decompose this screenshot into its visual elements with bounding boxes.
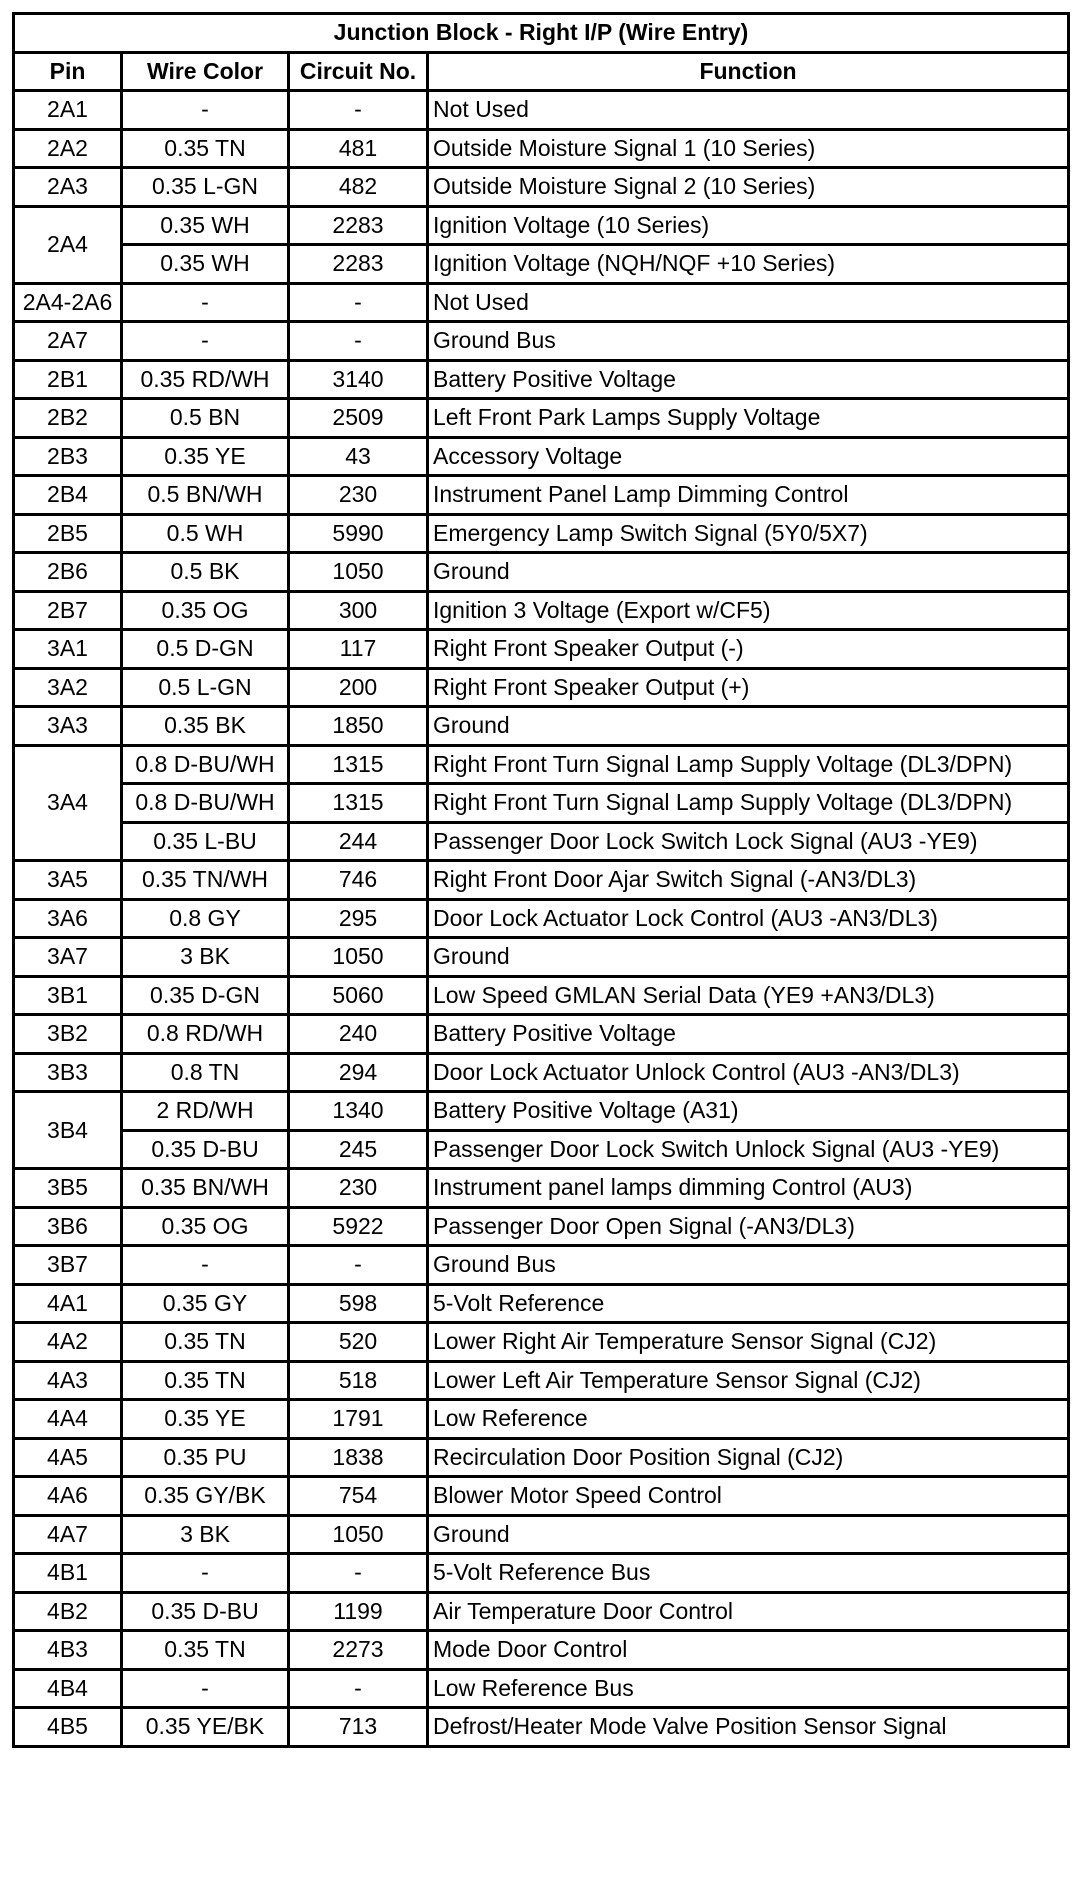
table-row <box>14 745 1069 784</box>
function-cell: Low Speed GMLAN Serial Data (YE9 +AN3/DL3) <box>428 976 1069 1015</box>
pin-cell: 4B4 <box>14 1669 122 1708</box>
table-row <box>14 1708 1069 1747</box>
table-row <box>14 1477 1069 1516</box>
pin-cell: 3B2 <box>14 1015 122 1054</box>
circuit-no-cell: 5922 <box>289 1207 428 1246</box>
pin-cell: 3A6 <box>14 899 122 938</box>
header-wire-color: Wire Color <box>122 52 289 91</box>
circuit-no-cell: 244 <box>289 822 428 861</box>
pin-cell: 3A3 <box>14 707 122 746</box>
wire-color-cell: 0.35 BN/WH <box>122 1169 289 1208</box>
wire-color-cell: 0.35 YE <box>122 437 289 476</box>
table-row <box>14 283 1069 322</box>
function-cell: Passenger Door Open Signal (-AN3/DL3) <box>428 1207 1069 1246</box>
table-row <box>14 1323 1069 1362</box>
pin-cell: 3A1 <box>14 630 122 669</box>
table-row <box>14 168 1069 207</box>
function-cell: 5-Volt Reference Bus <box>428 1554 1069 1593</box>
table-row <box>14 1631 1069 1670</box>
circuit-no-cell: 300 <box>289 591 428 630</box>
function-cell: Battery Positive Voltage <box>428 360 1069 399</box>
wire-color-cell: 2 RD/WH <box>122 1092 289 1131</box>
pin-cell: 2B4 <box>14 476 122 515</box>
wire-color-cell: 0.35 D-GN <box>122 976 289 1015</box>
circuit-no-cell: - <box>289 91 428 130</box>
function-cell: Ground <box>428 938 1069 977</box>
function-cell: Instrument Panel Lamp Dimming Control <box>428 476 1069 515</box>
wire-color-cell: 3 BK <box>122 938 289 977</box>
pin-cell: 4A1 <box>14 1284 122 1323</box>
table-row <box>14 245 1069 284</box>
wire-color-cell: 0.35 TN/WH <box>122 861 289 900</box>
pin-cell: 2A2 <box>14 129 122 168</box>
wire-color-cell: 0.5 BN <box>122 399 289 438</box>
table-row <box>14 822 1069 861</box>
wire-color-cell: - <box>122 1554 289 1593</box>
pinout-table <box>12 12 1070 1748</box>
wire-color-cell: 0.35 TN <box>122 1361 289 1400</box>
wire-color-cell: 0.35 WH <box>122 245 289 284</box>
circuit-no-cell: 520 <box>289 1323 428 1362</box>
function-cell: Blower Motor Speed Control <box>428 1477 1069 1516</box>
pin-cell: 3A7 <box>14 938 122 977</box>
circuit-no-cell: 482 <box>289 168 428 207</box>
pin-cell: 4A6 <box>14 1477 122 1516</box>
circuit-no-cell: 295 <box>289 899 428 938</box>
table-row <box>14 630 1069 669</box>
pin-cell: 2B2 <box>14 399 122 438</box>
function-cell: Ground <box>428 1515 1069 1554</box>
table-row <box>14 1361 1069 1400</box>
pinout-table-container <box>12 12 1070 1748</box>
pin-cell: 2B6 <box>14 553 122 592</box>
circuit-no-cell: 5990 <box>289 514 428 553</box>
circuit-no-cell: 200 <box>289 668 428 707</box>
function-cell: Passenger Door Lock Switch Lock Signal (AU3 -YE9) <box>428 822 1069 861</box>
table-row <box>14 399 1069 438</box>
table-row <box>14 707 1069 746</box>
circuit-no-cell: 2283 <box>289 245 428 284</box>
circuit-no-cell: 1850 <box>289 707 428 746</box>
circuit-no-cell: 43 <box>289 437 428 476</box>
function-cell: Low Reference Bus <box>428 1669 1069 1708</box>
pin-cell: 2A3 <box>14 168 122 207</box>
circuit-no-cell: 240 <box>289 1015 428 1054</box>
header-circuit-no: Circuit No. <box>289 52 428 91</box>
wire-color-cell: 0.8 GY <box>122 899 289 938</box>
pin-cell: 2B5 <box>14 514 122 553</box>
title-row <box>14 14 1069 53</box>
pin-cell: 4A3 <box>14 1361 122 1400</box>
function-cell: Air Temperature Door Control <box>428 1592 1069 1631</box>
circuit-no-cell: 117 <box>289 630 428 669</box>
circuit-no-cell: 230 <box>289 476 428 515</box>
function-cell: Battery Positive Voltage (A31) <box>428 1092 1069 1131</box>
function-cell: Right Front Turn Signal Lamp Supply Voltage (DL3/DPN) <box>428 784 1069 823</box>
header-row <box>14 52 1069 91</box>
wire-color-cell: 0.35 TN <box>122 129 289 168</box>
function-cell: Recirculation Door Position Signal (CJ2) <box>428 1438 1069 1477</box>
pin-cell: 4B2 <box>14 1592 122 1631</box>
pin-cell: 3A5 <box>14 861 122 900</box>
wire-color-cell: 0.35 PU <box>122 1438 289 1477</box>
circuit-no-cell: - <box>289 1554 428 1593</box>
table-row <box>14 476 1069 515</box>
circuit-no-cell: - <box>289 1669 428 1708</box>
circuit-no-cell: 481 <box>289 129 428 168</box>
table-row <box>14 1400 1069 1439</box>
wire-color-cell: 0.35 L-BU <box>122 822 289 861</box>
pin-cell: 3B3 <box>14 1053 122 1092</box>
function-cell: Ground <box>428 707 1069 746</box>
function-cell: Ignition Voltage (10 Series) <box>428 206 1069 245</box>
pin-cell: 3B4 <box>14 1092 122 1169</box>
wire-color-cell: 0.5 BK <box>122 553 289 592</box>
table-row <box>14 1669 1069 1708</box>
circuit-no-cell: 2273 <box>289 1631 428 1670</box>
table-row <box>14 1554 1069 1593</box>
circuit-no-cell: 754 <box>289 1477 428 1516</box>
pin-cell: 2B3 <box>14 437 122 476</box>
pin-cell: 4B3 <box>14 1631 122 1670</box>
circuit-no-cell: 294 <box>289 1053 428 1092</box>
wire-color-cell: 0.35 TN <box>122 1323 289 1362</box>
wire-color-cell: 0.8 RD/WH <box>122 1015 289 1054</box>
function-cell: Ground <box>428 553 1069 592</box>
table-row <box>14 1130 1069 1169</box>
table-row <box>14 938 1069 977</box>
wire-color-cell: 3 BK <box>122 1515 289 1554</box>
function-cell: Instrument panel lamps dimming Control (AU3) <box>428 1169 1069 1208</box>
function-cell: Right Front Speaker Output (+) <box>428 668 1069 707</box>
pin-cell: 4A5 <box>14 1438 122 1477</box>
pin-cell: 2A7 <box>14 322 122 361</box>
function-cell: Right Front Speaker Output (-) <box>428 630 1069 669</box>
wire-color-cell: - <box>122 91 289 130</box>
function-cell: Not Used <box>428 91 1069 130</box>
wire-color-cell: 0.8 D-BU/WH <box>122 784 289 823</box>
wire-color-cell: 0.35 D-BU <box>122 1130 289 1169</box>
function-cell: Outside Moisture Signal 1 (10 Series) <box>428 129 1069 168</box>
function-cell: Passenger Door Lock Switch Unlock Signal (AU3 -YE9) <box>428 1130 1069 1169</box>
circuit-no-cell: - <box>289 283 428 322</box>
pin-cell: 2B1 <box>14 360 122 399</box>
table-row <box>14 514 1069 553</box>
table-row <box>14 91 1069 130</box>
pin-cell: 4B1 <box>14 1554 122 1593</box>
wire-color-cell: 0.35 D-BU <box>122 1592 289 1631</box>
pin-cell: 3A4 <box>14 745 122 861</box>
function-cell: Defrost/Heater Mode Valve Position Sensor Signal <box>428 1708 1069 1747</box>
wire-color-cell: 0.35 WH <box>122 206 289 245</box>
pin-cell: 3A2 <box>14 668 122 707</box>
function-cell: Ground Bus <box>428 322 1069 361</box>
wire-color-cell: 0.35 TN <box>122 1631 289 1670</box>
table-row <box>14 976 1069 1015</box>
function-cell: Ignition Voltage (NQH/NQF +10 Series) <box>428 245 1069 284</box>
pin-cell: 3B6 <box>14 1207 122 1246</box>
circuit-no-cell: 1199 <box>289 1592 428 1631</box>
wire-color-cell: 0.35 OG <box>122 591 289 630</box>
wire-color-cell: 0.35 YE/BK <box>122 1708 289 1747</box>
wire-color-cell: - <box>122 322 289 361</box>
table-row <box>14 437 1069 476</box>
table-title: Junction Block - Right I/P (Wire Entry) <box>14 14 1069 53</box>
table-row <box>14 1169 1069 1208</box>
wire-color-cell: 0.35 L-GN <box>122 168 289 207</box>
wire-color-cell: - <box>122 283 289 322</box>
table-row <box>14 129 1069 168</box>
pin-cell: 2B7 <box>14 591 122 630</box>
table-row <box>14 360 1069 399</box>
pin-cell: 2A4-2A6 <box>14 283 122 322</box>
pin-cell: 3B7 <box>14 1246 122 1285</box>
circuit-no-cell: - <box>289 1246 428 1285</box>
circuit-no-cell: 1050 <box>289 553 428 592</box>
pin-cell: 2A4 <box>14 206 122 283</box>
wire-color-cell: 0.5 D-GN <box>122 630 289 669</box>
function-cell: Outside Moisture Signal 2 (10 Series) <box>428 168 1069 207</box>
circuit-no-cell: 245 <box>289 1130 428 1169</box>
circuit-no-cell: 518 <box>289 1361 428 1400</box>
function-cell: 5-Volt Reference <box>428 1284 1069 1323</box>
pin-cell: 4A2 <box>14 1323 122 1362</box>
table-row <box>14 1015 1069 1054</box>
function-cell: Door Lock Actuator Lock Control (AU3 -AN3/DL3) <box>428 899 1069 938</box>
wire-color-cell: 0.8 TN <box>122 1053 289 1092</box>
pin-cell: 3B1 <box>14 976 122 1015</box>
table-row <box>14 784 1069 823</box>
function-cell: Right Front Turn Signal Lamp Supply Voltage (DL3/DPN) <box>428 745 1069 784</box>
circuit-no-cell: 1050 <box>289 938 428 977</box>
function-cell: Right Front Door Ajar Switch Signal (-AN3/DL3) <box>428 861 1069 900</box>
pin-cell: 3B5 <box>14 1169 122 1208</box>
circuit-no-cell: 1315 <box>289 784 428 823</box>
pin-cell: 4B5 <box>14 1708 122 1747</box>
function-cell: Lower Left Air Temperature Sensor Signal (CJ2) <box>428 1361 1069 1400</box>
table-row <box>14 861 1069 900</box>
table-row <box>14 1246 1069 1285</box>
table-row <box>14 206 1069 245</box>
header-pin: Pin <box>14 52 122 91</box>
wire-color-cell: 0.35 OG <box>122 1207 289 1246</box>
circuit-no-cell: 1315 <box>289 745 428 784</box>
table-row <box>14 553 1069 592</box>
pin-cell: 2A1 <box>14 91 122 130</box>
pin-cell: 4A4 <box>14 1400 122 1439</box>
table-row <box>14 1284 1069 1323</box>
circuit-no-cell: 5060 <box>289 976 428 1015</box>
table-row <box>14 1207 1069 1246</box>
wire-color-cell: 0.5 L-GN <box>122 668 289 707</box>
header-function: Function <box>428 52 1069 91</box>
table-row <box>14 1592 1069 1631</box>
circuit-no-cell: 1340 <box>289 1092 428 1131</box>
function-cell: Door Lock Actuator Unlock Control (AU3 -AN3/DL3) <box>428 1053 1069 1092</box>
wire-color-cell: 0.5 WH <box>122 514 289 553</box>
function-cell: Lower Right Air Temperature Sensor Signal (CJ2) <box>428 1323 1069 1362</box>
wire-color-cell: 0.5 BN/WH <box>122 476 289 515</box>
wire-color-cell: 0.35 BK <box>122 707 289 746</box>
circuit-no-cell: 746 <box>289 861 428 900</box>
wire-color-cell: 0.35 RD/WH <box>122 360 289 399</box>
function-cell: Low Reference <box>428 1400 1069 1439</box>
circuit-no-cell: 1838 <box>289 1438 428 1477</box>
function-cell: Ground Bus <box>428 1246 1069 1285</box>
circuit-no-cell: - <box>289 322 428 361</box>
wire-color-cell: 0.35 YE <box>122 1400 289 1439</box>
circuit-no-cell: 230 <box>289 1169 428 1208</box>
table-row <box>14 1053 1069 1092</box>
pin-cell: 4A7 <box>14 1515 122 1554</box>
wire-color-cell: 0.8 D-BU/WH <box>122 745 289 784</box>
table-row <box>14 591 1069 630</box>
wire-color-cell: - <box>122 1246 289 1285</box>
function-cell: Accessory Voltage <box>428 437 1069 476</box>
wire-color-cell: 0.35 GY/BK <box>122 1477 289 1516</box>
table-row <box>14 1438 1069 1477</box>
function-cell: Battery Positive Voltage <box>428 1015 1069 1054</box>
wire-color-cell: - <box>122 1669 289 1708</box>
table-row <box>14 1092 1069 1131</box>
function-cell: Ignition 3 Voltage (Export w/CF5) <box>428 591 1069 630</box>
circuit-no-cell: 598 <box>289 1284 428 1323</box>
function-cell: Emergency Lamp Switch Signal (5Y0/5X7) <box>428 514 1069 553</box>
table-row <box>14 322 1069 361</box>
table-row <box>14 668 1069 707</box>
table-body <box>14 91 1069 1747</box>
function-cell: Mode Door Control <box>428 1631 1069 1670</box>
circuit-no-cell: 2509 <box>289 399 428 438</box>
circuit-no-cell: 713 <box>289 1708 428 1747</box>
function-cell: Not Used <box>428 283 1069 322</box>
circuit-no-cell: 3140 <box>289 360 428 399</box>
circuit-no-cell: 2283 <box>289 206 428 245</box>
table-row <box>14 899 1069 938</box>
function-cell: Left Front Park Lamps Supply Voltage <box>428 399 1069 438</box>
circuit-no-cell: 1791 <box>289 1400 428 1439</box>
circuit-no-cell: 1050 <box>289 1515 428 1554</box>
wire-color-cell: 0.35 GY <box>122 1284 289 1323</box>
table-row <box>14 1515 1069 1554</box>
